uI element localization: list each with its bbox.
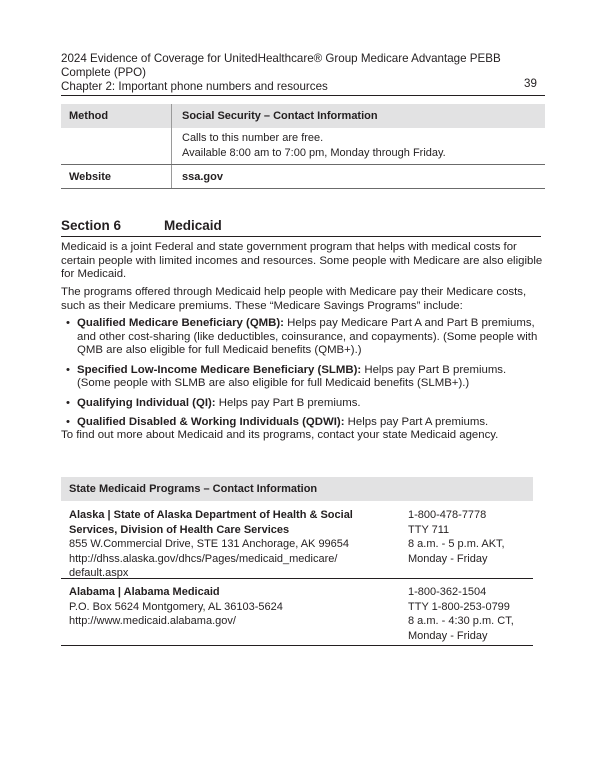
program-term: Qualifying Individual (QI): [77,396,216,409]
table-row [61,128,545,165]
running-header [61,52,541,94]
agency-contact [408,585,538,643]
list-item [66,364,542,391]
agency-hours: 8 a.m. - 4:30 p.m. CT, [408,615,514,627]
table-row [61,165,545,189]
column-header-contact: Social Security – Contact Information [172,104,546,128]
savings-programs-paragraph: The programs offered through Medicaid help people with Medicare pay their Medicare costs, such as their Medicare premiums. These “Medicare Savings Programs” include: [61,286,527,312]
program-term: Specified Low-Income Medicare Beneficiary (SLMB): [77,363,362,376]
calls-free-text: Calls to this number are free. [182,132,324,144]
section-title: Medicaid [164,218,222,233]
program-description: Helps pay Part B premiums. (Some people with SLMB are also eligible for full Medicaid benefits (SLMB+).) [77,363,507,389]
agency-name-line: Alaska | State of Alaska Department of Health & Social [69,509,353,521]
agency-tty: TTY 711 [408,523,450,536]
header-divider [61,95,545,96]
program-description: Helps pay Part A premiums. [344,416,489,428]
bullet-glyph: • [66,317,70,329]
social-security-table [61,104,545,189]
list-item [66,416,542,430]
table-row [61,579,533,646]
agency-days: Monday - Friday [408,552,488,565]
calls-info-cell [172,128,546,165]
section-number: Section 6 [61,218,122,233]
agency-url-link[interactable]: http://www.medicaid.alabama.gov/ [69,615,236,627]
agency-phone: 1-800-478-7778 [408,509,487,521]
agency-url-link[interactable]: http://dhss.alaska.gov/dhcs/Pages/medicaid_medicare/ [69,552,338,565]
table-header-row [61,104,545,128]
agency-info [69,508,369,581]
calls-hours-text: Available 8:00 am to 7:00 pm, Monday through Friday. [182,147,446,159]
ssa-website-link[interactable]: ssa.gov [172,165,546,189]
website-label: Website [61,165,172,189]
agency-hours: 8 a.m. - 5 p.m. AKT, [408,538,505,550]
chapter-title: Chapter 2: Important phone numbers and resources [61,80,328,93]
agency-address: 855 W.Commercial Drive, STE 131 Anchorage, AK 99654 [69,538,350,550]
agency-days: Monday - Friday [408,629,488,642]
page-number: 39 [524,77,537,90]
savings-programs-list [66,317,542,436]
table-header: State Medicaid Programs – Contact Information [61,477,533,501]
medicaid-intro-paragraph: Medicaid is a joint Federal and state government program that helps with medical costs for certain people with limited incomes and resources. Some people with Medicare are also eligible for Medicaid. [61,241,543,280]
program-description: Helps pay Medicare Part A and Part B premiums, and other cost-sharing (like deductibles, coinsurance, and copayments). (Some people with QMB are also eligible for full Medicaid benefits (QMB+).) [77,317,538,356]
list-item [66,397,542,411]
closing-paragraph: To find out more about Medicaid and its programs, contact your state Medicaid agency. [61,429,499,441]
section-heading [61,218,541,237]
document-title: 2024 Evidence of Coverage for UnitedHealthcare® Group Medicare Advantage PEBB Complete (PPO) [61,52,501,79]
method-cell-empty [61,128,172,165]
agency-tty: TTY 1-800-253-0799 [408,600,510,613]
program-term: Qualified Disabled & Working Individuals (QDWI): [77,416,345,428]
program-description: Helps pay Part B premiums. [215,396,361,409]
program-term: Qualified Medicare Beneficiary (QMB): [77,317,284,329]
state-medicaid-table [61,477,533,646]
agency-info [69,585,369,629]
column-header-method: Method [61,104,172,128]
agency-name-line: Services, Division of Health Care Services [69,523,290,536]
agency-phone: 1-800-362-1504 [408,586,487,598]
agency-url-link[interactable]: default.aspx [69,567,129,579]
bullet-glyph: • [66,396,70,409]
bullet-glyph: • [66,416,70,428]
bullet-glyph: • [66,363,70,376]
table-row [61,501,533,579]
agency-name-line: Alabama | Alabama Medicaid [69,586,220,598]
list-item [66,317,542,358]
agency-contact [408,508,538,566]
agency-address: P.O. Box 5624 Montgomery, AL 36103-5624 [69,600,283,613]
